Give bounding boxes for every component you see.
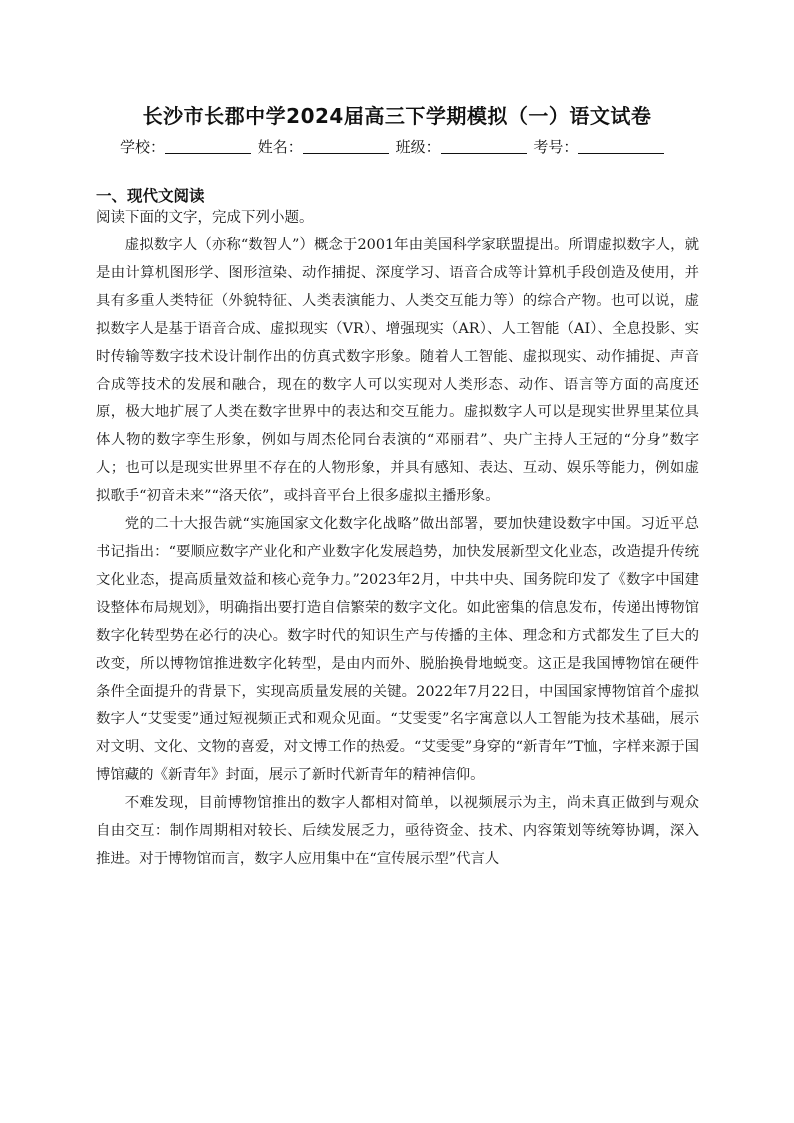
reading-instruction: 阅读下面的文字，完成下列小题。 — [96, 210, 314, 226]
class-label: 班级： — [395, 138, 441, 156]
passage-paragraph-1: 虚拟数字人（亦称“数智人”）概念于2001年由美国科学家联盟提出。所谓虚拟数字人，就是由计算机图形学、图形渲染、动作捕捉、深度学习、语音合成等计算机手段创造及使用，并具有多重人类特征（外貌特征、人类表演能力、人类交互能力等）的综合产物。也可以说，虚拟数字人是基于语音合成、虚拟现实（VR）、增强现实（AR）、人工智能（AI）、全息投影、实时传输等数字技术设计制作出的仿真式数字形象。随着人工智能、虚拟现实、动作捕捉、声音合成等技术的发展和融合，现在的数字人可以实现对人类形态、动作、语言等方面的高度还原，极大地扩展了人类在数字世界中的表达和交互能力。虚拟数字人可以是现实世界里某位具体人物的数字孪生形象，例如与周杰伦同台表演的“邓丽君”、央广主持人王冠的“分身”数字人；也可以是现实世界里不存在的人物形象，并具有感知、表达、互动、娱乐等能力，例如虚拟歌手“初音未来”“洛天依”，或抖音平台上很多虚拟主播形象。 — [96, 237, 699, 505]
school-label: 学校： — [120, 138, 166, 156]
name-label: 姓名： — [257, 138, 303, 156]
school-blank[interactable] — [165, 139, 251, 154]
exam-number-label: 考号： — [533, 138, 579, 156]
section-heading: 一、现代文阅读 — [96, 187, 205, 205]
reading-passage — [96, 232, 699, 874]
student-info-line — [120, 136, 680, 157]
exam-title: 长沙市长郡中学2024届高三下学期模拟（一）语文试卷 — [142, 104, 652, 128]
passage-paragraph-3: 不难发现，目前博物馆推出的数字人都相对简单，以视频展示为主，尚未真正做到与观众自由交互：制作周期相对较长、后续发展乏力，亟待资金、技术、内容策划等统筹协调，深入推进。对于博物馆而言，数字人应用集中在“宣传展示型”代言人 — [96, 795, 699, 867]
name-blank[interactable] — [303, 139, 389, 154]
exam-number-blank[interactable] — [578, 139, 664, 154]
class-blank[interactable] — [441, 139, 527, 154]
passage-paragraph-2: 党的二十大报告就“实施国家文化数字化战略”做出部署，要加快建设数字中国。习近平总书记指出：“要顺应数字产业化和产业数字化发展趋势，加快发展新型文化业态，改造提升传统文化业态，提高质量效益和核心竞争力。”2023年2月，中共中央、国务院印发了《数字中国建设整体布局规划》，明确指出要打造自信繁荣的数字文化。如此密集的信息发布，传递出博物馆数字化转型势在必行的决心。数字时代的知识生产与传播的主体、理念和方式都发生了巨大的改变，所以博物馆推进数字化转型，是由内而外、脱胎换骨地蜕变。这正是我国博物馆在硬件条件全面提升的背景下，实现高质量发展的关键。2022年7月22日，中国国家博物馆首个虚拟数字人“艾雯雯”通过短视频正式和观众见面。“艾雯雯”名字寓意以人工智能为技术基础，展示对文明、文化、文物的喜爱，对文博工作的热爱。“艾雯雯”身穿的“新青年”T恤，字样来源于国博馆藏的《新青年》封面，展示了新时代新青年的精神信仰。 — [96, 516, 699, 784]
